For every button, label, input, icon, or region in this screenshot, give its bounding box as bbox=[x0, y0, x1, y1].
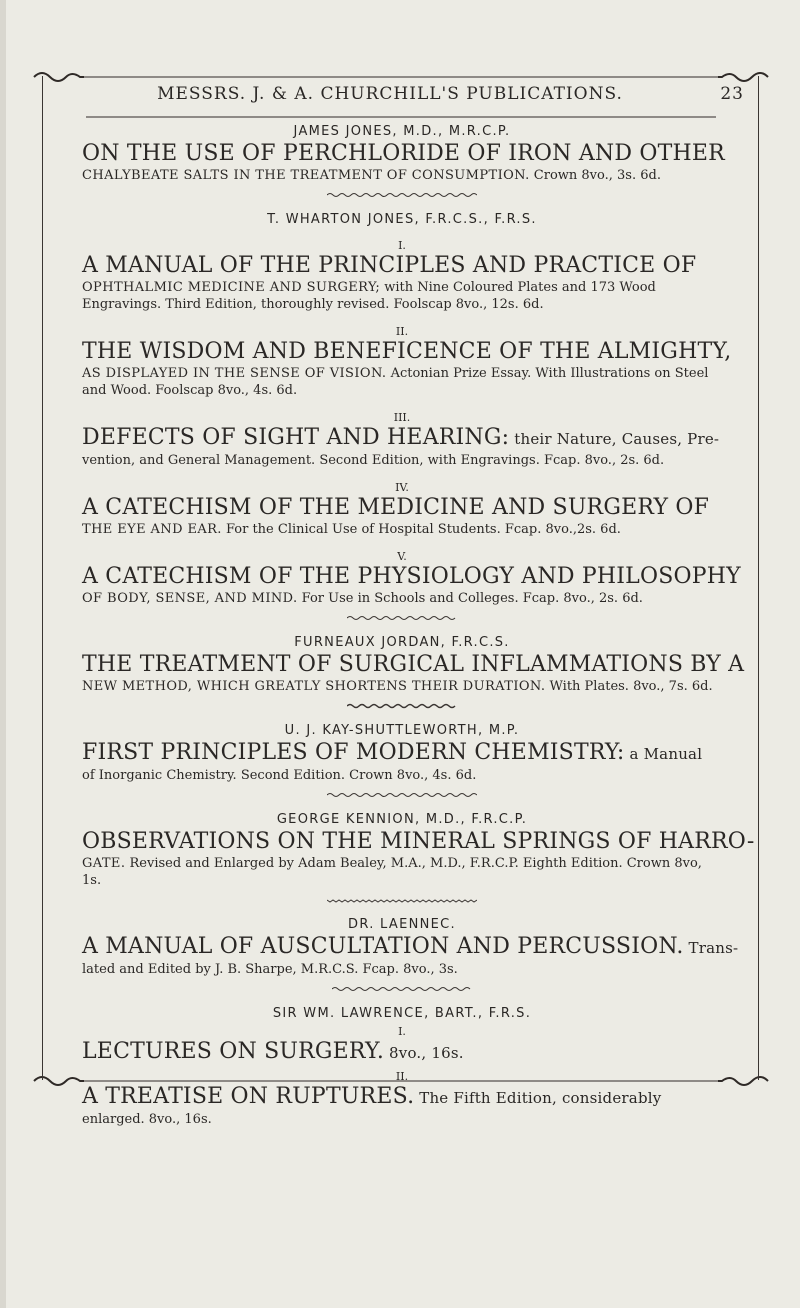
description-text: With Plates. 8vo., 7s. 6d. bbox=[545, 679, 713, 694]
book-title: A MANUAL OF AUSCULTATION AND PERCUSSION. bbox=[82, 934, 684, 959]
binding-edge bbox=[0, 0, 6, 1308]
description-caps: OPHTHALMIC MEDICINE AND SURGERY; bbox=[82, 280, 381, 295]
book-title: LECTURES ON SURGERY. bbox=[82, 1039, 385, 1064]
book-description: vention, and General Management. Second Edition, with Engravings. Fcap. 8vo., 2s. 6d. bbox=[82, 453, 665, 468]
frame-right-rule bbox=[758, 76, 759, 1080]
author-name: SIR WM. LAWRENCE, BART., F.R.S. bbox=[272, 1006, 532, 1021]
description-caps: OF BODY, SENSE, AND MIND. bbox=[82, 591, 298, 606]
title-continuation: their Nature, Causes, Pre- bbox=[509, 430, 720, 448]
title-continuation: 8vo., 16s. bbox=[384, 1044, 464, 1062]
author-name: GEORGE KENNION, M.D., F.R.C.P. bbox=[276, 812, 528, 827]
book-title-line bbox=[82, 1039, 722, 1066]
book-title: OBSERVATIONS ON THE MINERAL SPRINGS OF HARRO- bbox=[82, 829, 755, 854]
book-description bbox=[82, 590, 722, 607]
catalogue-entry bbox=[82, 917, 739, 992]
header-title: MESSRS. J. & A. CHURCHILL'S PUBLICATIONS. bbox=[157, 84, 623, 104]
catalogue-entry bbox=[82, 212, 741, 621]
book-title-line bbox=[82, 740, 722, 767]
description-text: with Nine Coloured Plates and 173 Wood Engravings. Third Edition, thoroughly revised. Foolscap 8vo., 12s. 6d. bbox=[82, 280, 656, 312]
wavy-divider bbox=[327, 192, 477, 198]
description-caps: THE EYE AND EAR. bbox=[82, 522, 222, 537]
description-text: Actonian Prize Essay. With Illustrations on Steel and Wood. Foolscap 8vo., 4s. 6d. bbox=[82, 366, 709, 398]
author-name: JAMES JONES, M.D., M.R.C.P. bbox=[293, 124, 511, 139]
volume-number: II. bbox=[395, 1070, 409, 1083]
book-title: A MANUAL OF THE PRINCIPLES AND PRACTICE OF bbox=[82, 253, 697, 278]
description-caps: AS DISPLAYED IN THE SENSE OF VISION. bbox=[82, 366, 387, 381]
author-name: DR. LAENNEC. bbox=[348, 917, 456, 932]
description-text: For the Clinical Use of Hospital Students. Fcap. 8vo.,2s. 6d. bbox=[221, 522, 621, 537]
author-name: FURNEAUX JORDAN, F.R.C.S. bbox=[294, 635, 510, 650]
book-title: DEFECTS OF SIGHT AND HEARING: bbox=[82, 425, 510, 450]
title-continuation: The Fifth Edition, considerably bbox=[414, 1089, 662, 1107]
wavy-divider bbox=[347, 703, 457, 709]
catalogue-entry bbox=[82, 635, 745, 709]
description-text: Revised and Enlarged by Adam Bealey, M.A., M.D., F.R.C.P. Eighth Edition. Crown 8vo, 1s. bbox=[82, 856, 702, 888]
volume-number: III. bbox=[393, 411, 411, 424]
catalogue-entry bbox=[82, 1006, 722, 1128]
book-title: THE WISDOM AND BENEFICENCE OF THE ALMIGHTY, bbox=[82, 339, 732, 364]
volume-number: I. bbox=[398, 239, 406, 252]
volume-number: IV. bbox=[395, 481, 409, 494]
volume-number: V. bbox=[397, 550, 407, 563]
volume-number: I. bbox=[398, 1025, 406, 1038]
wavy-divider bbox=[332, 986, 472, 992]
book-description: of Inorganic Chemistry. Second Edition. Crown 8vo., 4s. 6d. bbox=[82, 768, 477, 783]
author-name: U. J. KAY-SHUTTLEWORTH, M.P. bbox=[284, 723, 520, 738]
catalogue-entry bbox=[82, 723, 722, 798]
page-number: 23 bbox=[720, 84, 744, 104]
catalogue-entry bbox=[82, 812, 755, 903]
book-title: A TREATISE ON RUPTURES. bbox=[82, 1084, 415, 1109]
book-description bbox=[82, 167, 722, 184]
wavy-divider bbox=[327, 792, 477, 798]
book-description bbox=[82, 365, 722, 399]
book-title: A CATECHISM OF THE MEDICINE AND SURGERY OF bbox=[82, 495, 710, 520]
book-title: FIRST PRINCIPLES OF MODERN CHEMISTRY: bbox=[82, 740, 625, 765]
description-caps: NEW METHOD, WHICH GREATLY SHORTENS THEIR DURATION. bbox=[82, 679, 546, 694]
book-title-line bbox=[82, 934, 739, 961]
catalogue-entry bbox=[82, 124, 725, 198]
book-description bbox=[82, 521, 722, 538]
description-text: Crown 8vo., 3s. 6d. bbox=[529, 168, 661, 183]
book-title: ON THE USE OF PERCHLORIDE OF IRON AND OTHER bbox=[82, 141, 725, 166]
book-title-line bbox=[82, 1084, 722, 1111]
book-description bbox=[82, 678, 722, 695]
description-caps: CHALYBEATE SALTS IN THE TREATMENT OF CONSUMPTION. bbox=[82, 168, 530, 183]
catalogue-entries bbox=[82, 116, 755, 1128]
book-title: THE TREATMENT OF SURGICAL INFLAMMATIONS BY A bbox=[82, 652, 745, 677]
book-description: lated and Edited by J. B. Sharpe, M.R.C.S. Fcap. 8vo., 3s. bbox=[82, 962, 458, 977]
title-continuation: a Manual bbox=[624, 745, 703, 763]
description-text: For Use in Schools and Colleges. Fcap. 8vo., 2s. 6d. bbox=[297, 591, 643, 606]
frame-left-rule bbox=[42, 76, 43, 1080]
book-description bbox=[82, 855, 722, 889]
wavy-divider bbox=[327, 897, 477, 903]
book-description bbox=[82, 279, 722, 313]
title-continuation: Trans- bbox=[683, 939, 739, 957]
book-title: A CATECHISM OF THE PHYSIOLOGY AND PHILOSOPHY bbox=[82, 564, 741, 589]
author-name: T. WHARTON JONES, F.R.C.S., F.R.S. bbox=[267, 212, 537, 227]
wavy-divider bbox=[347, 615, 457, 621]
description-caps: GATE. bbox=[82, 856, 126, 871]
book-description: enlarged. 8vo., 16s. bbox=[82, 1112, 212, 1127]
book-title-line bbox=[82, 425, 722, 452]
volume-number: II. bbox=[395, 325, 409, 338]
